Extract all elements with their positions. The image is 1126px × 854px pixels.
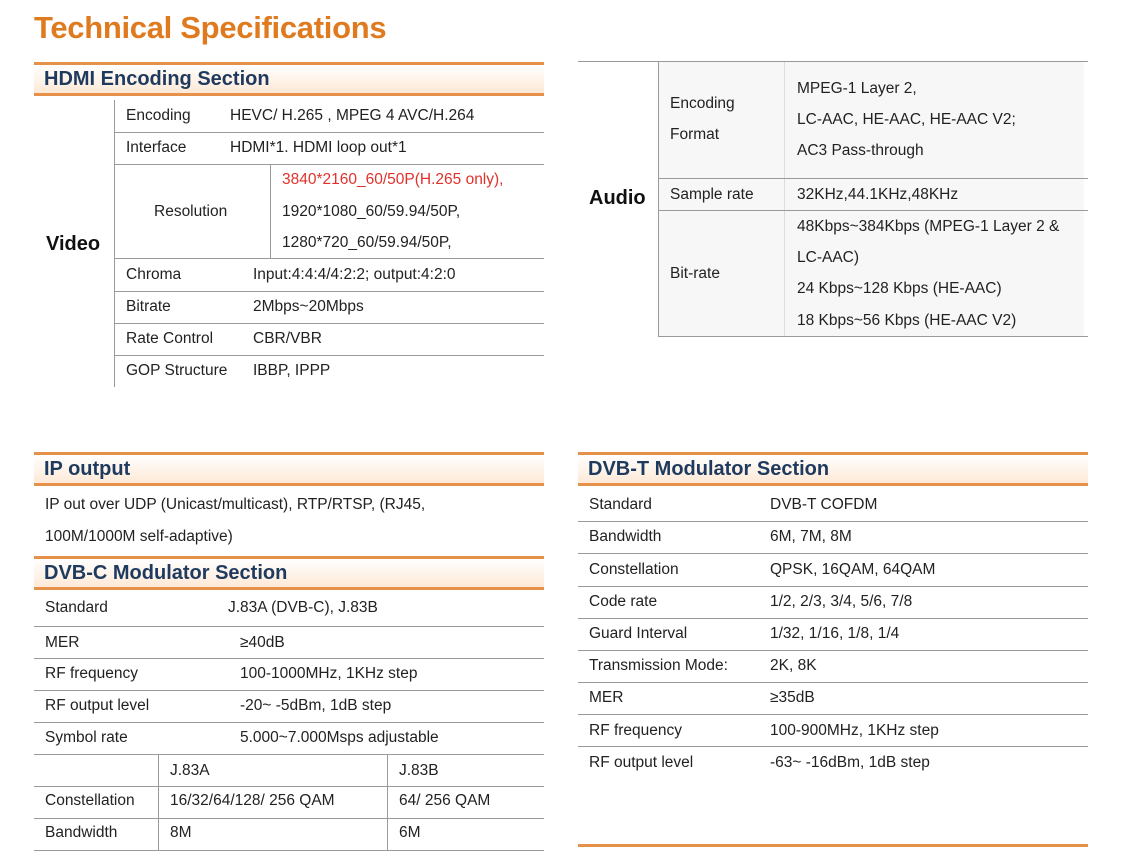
dvbt-label-transmission-mode: Transmission Mode:	[589, 657, 728, 674]
dvbt-row-divider	[578, 586, 1088, 587]
audio-label-format: Format	[670, 126, 720, 143]
audio-label-encoding: Encoding	[670, 95, 735, 112]
resolution-divider	[270, 164, 271, 258]
hdmi-row-divider	[114, 132, 544, 133]
dvbc-value-constellation-a: 16/32/64/128/ 256 QAM	[170, 792, 335, 809]
dvbt-value-mer: ≥35dB	[770, 689, 815, 706]
dvbt-row-divider	[578, 553, 1088, 554]
dvbc-label-constellation: Constellation	[45, 792, 135, 809]
dvbc-label-rf-frequency: RF frequency	[45, 665, 139, 682]
dvbt-row-divider	[578, 650, 1088, 651]
hdmi-value-bitrate: 2Mbps~20Mbps	[253, 298, 364, 315]
audio-group-label: Audio	[589, 187, 646, 209]
hdmi-divider	[114, 100, 115, 387]
hdmi-value-chroma: Input:4:4:4/4:2:2; output:4:2:0	[253, 266, 456, 283]
dvbc-section-heading: DVB-C Modulator Section	[34, 556, 544, 590]
dvbc-label-rf-output: RF output level	[45, 697, 150, 714]
audio-value-bitrate-2: LC-AAC)	[797, 249, 860, 266]
hdmi-label-encoding: Encoding	[126, 107, 191, 124]
audio-inner-divider	[784, 62, 785, 336]
ip-text-line-1: IP out over UDP (Unicast/multicast), RTP/RTSP, (RJ45,	[45, 496, 426, 513]
dvbc-value-bandwidth-a: 8M	[170, 824, 192, 841]
page-title: Technical Specifications	[34, 10, 387, 45]
hdmi-row-divider	[114, 164, 544, 165]
dvbc-value-constellation-b: 64/ 256 QAM	[399, 792, 491, 809]
dvbt-label-bandwidth: Bandwidth	[589, 528, 662, 545]
hdmi-value-interface: HDMI*1. HDMI loop out*1	[230, 139, 407, 156]
dvbt-section-heading: DVB-T Modulator Section	[578, 452, 1088, 486]
video-group-label: Video	[46, 233, 101, 255]
dvbt-label-mer: MER	[589, 689, 624, 706]
dvbc-value-mer: ≥40dB	[240, 634, 285, 651]
audio-bottom-rule	[658, 336, 1088, 337]
dvbc-row-divider	[34, 818, 544, 819]
dvbc-value-rf-frequency: 100-1000MHz, 1KHz step	[240, 665, 418, 682]
audio-value-bitrate-3: 24 Kbps~128 Kbps (HE-AAC)	[797, 280, 1002, 297]
dvbt-value-transmission-mode: 2K, 8K	[770, 657, 817, 674]
dvbc-sub-header-j83b: J.83B	[399, 762, 439, 779]
ip-section-heading: IP output	[34, 452, 544, 486]
hdmi-value-resolution-720: 1280*720_60/59.94/50P,	[282, 234, 452, 251]
dvbt-value-rf-output: -63~ -16dBm, 1dB step	[770, 754, 930, 771]
hdmi-value-resolution-1080: 1920*1080_60/59.94/50P,	[282, 203, 461, 220]
dvbt-row-divider	[578, 618, 1088, 619]
dvbt-value-rf-frequency: 100-900MHz, 1KHz step	[770, 722, 939, 739]
dvbc-value-symbol-rate: 5.000~7.000Msps adjustable	[240, 729, 439, 746]
dvbc-label-symbol-rate: Symbol rate	[45, 729, 128, 746]
hdmi-label-interface: Interface	[126, 139, 187, 156]
dvbt-row-divider	[578, 714, 1088, 715]
dvbc-sub-divider-b	[387, 754, 388, 851]
audio-value-format-1: MPEG-1 Layer 2,	[797, 80, 917, 97]
hdmi-row-divider	[114, 258, 544, 259]
hdmi-label-gop: GOP Structure	[126, 362, 228, 379]
dvbt-label-guard-interval: Guard Interval	[589, 625, 688, 642]
dvbc-label-bandwidth: Bandwidth	[45, 824, 118, 841]
dvbt-label-rf-frequency: RF frequency	[589, 722, 683, 739]
dvbc-label-mer: MER	[45, 634, 80, 651]
hdmi-value-gop: IBBP, IPPP	[253, 362, 331, 379]
hdmi-label-bitrate: Bitrate	[126, 298, 171, 315]
dvbt-label-standard: Standard	[589, 496, 652, 513]
dvbc-row-divider	[34, 754, 544, 755]
dvbt-value-constellation: QPSK, 16QAM, 64QAM	[770, 561, 936, 578]
hdmi-value-resolution-4k: 3840*2160_60/50P(H.265 only),	[282, 171, 504, 188]
dvbt-label-constellation: Constellation	[589, 561, 679, 578]
audio-label-bitrate: Bit-rate	[670, 265, 720, 282]
dvbc-row-divider	[34, 690, 544, 691]
dvbt-value-code-rate: 1/2, 2/3, 3/4, 5/6, 7/8	[770, 593, 913, 610]
audio-row-divider	[658, 210, 1088, 211]
dvbc-bottom-rule	[34, 850, 544, 851]
dvbc-value-standard: J.83A (DVB-C), J.83B	[228, 599, 378, 616]
audio-value-bitrate-1: 48Kbps~384Kbps (MPEG-1 Layer 2 &	[797, 218, 1060, 235]
audio-value-sample-rate: 32KHz,44.1KHz,48KHz	[797, 186, 959, 203]
dvbt-label-rf-output: RF output level	[589, 754, 694, 771]
dvbt-row-divider	[578, 682, 1088, 683]
dvbt-bottom-rule	[578, 844, 1088, 847]
dvbt-label-code-rate: Code rate	[589, 593, 658, 610]
dvbt-row-divider	[578, 521, 1088, 522]
hdmi-value-encoding: HEVC/ H.265 , MPEG 4 AVC/H.264	[230, 107, 475, 124]
audio-value-bitrate-4: 18 Kbps~56 Kbps (HE-AAC V2)	[797, 312, 1017, 329]
dvbc-row-divider	[34, 786, 544, 787]
hdmi-label-resolution: Resolution	[154, 203, 228, 220]
hdmi-section-heading: HDMI Encoding Section	[34, 62, 544, 96]
audio-row-divider	[658, 178, 1088, 179]
dvbt-value-guard-interval: 1/32, 1/16, 1/8, 1/4	[770, 625, 900, 642]
hdmi-label-chroma: Chroma	[126, 266, 182, 283]
audio-value-format-2: LC-AAC, HE-AAC, HE-AAC V2;	[797, 111, 1016, 128]
dvbc-row-divider	[34, 658, 544, 659]
dvbc-row-divider	[34, 626, 544, 627]
dvbc-label-standard: Standard	[45, 599, 108, 616]
audio-label-sample-rate: Sample rate	[670, 186, 754, 203]
dvbt-value-standard: DVB-T COFDM	[770, 496, 878, 513]
hdmi-row-divider	[114, 291, 544, 292]
dvbc-sub-header-j83a: J.83A	[170, 762, 210, 779]
dvbc-sub-divider-a	[158, 754, 159, 851]
audio-value-format-3: AC3 Pass-through	[797, 142, 924, 159]
dvbc-row-divider	[34, 722, 544, 723]
hdmi-value-rate-control: CBR/VBR	[253, 330, 322, 347]
ip-text-line-2: 100M/1000M self-adaptive)	[45, 528, 233, 545]
dvbc-value-rf-output: -20~ -5dBm, 1dB step	[240, 697, 392, 714]
hdmi-row-divider	[114, 355, 544, 356]
dvbt-value-bandwidth: 6M, 7M, 8M	[770, 528, 852, 545]
dvbt-row-divider	[578, 746, 1088, 747]
hdmi-row-divider	[114, 323, 544, 324]
dvbc-value-bandwidth-b: 6M	[399, 824, 421, 841]
hdmi-label-rate-control: Rate Control	[126, 330, 214, 347]
